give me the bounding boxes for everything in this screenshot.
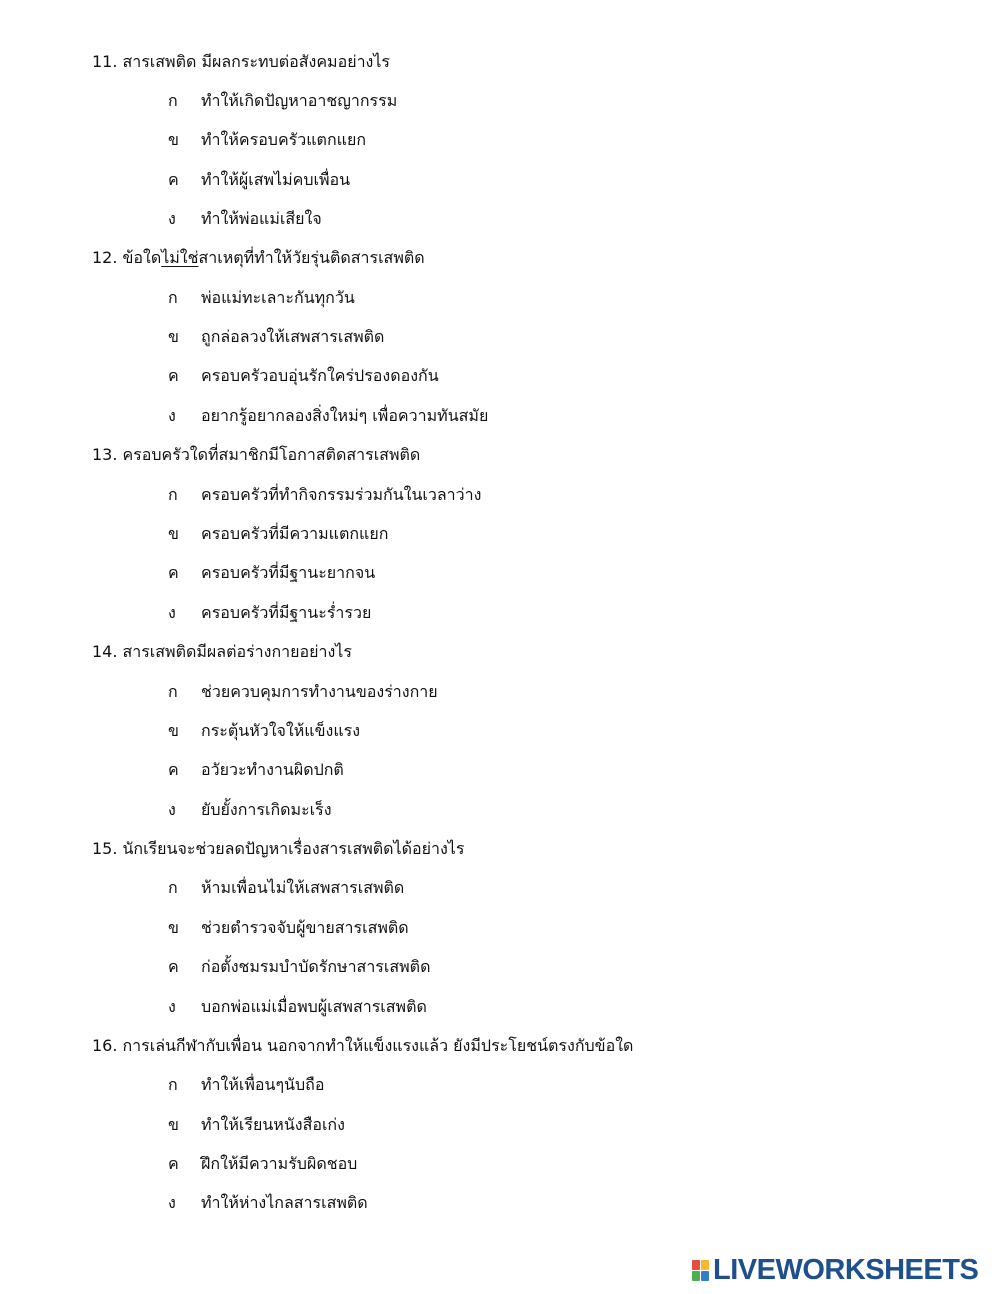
- option-letter: ค: [168, 957, 179, 976]
- option-text: ช่วยควบคุมการทำงานของร่างกาย: [201, 682, 438, 701]
- option-letter: ก: [168, 485, 178, 504]
- option-letter: ง: [168, 406, 176, 425]
- question-12-option-d[interactable]: [168, 404, 488, 428]
- option-letter: ก: [168, 878, 178, 897]
- question-text-pre: ข้อใด: [122, 248, 162, 267]
- option-text: ทำให้เพื่อนๆนับถือ: [201, 1075, 325, 1094]
- question-12-option-a[interactable]: [168, 286, 355, 310]
- option-letter: ก: [168, 288, 178, 307]
- question-number: 11.: [92, 52, 118, 71]
- question-text: ครอบครัวใดที่สมาชิกมีโอกาสติดสารเสพติด: [122, 445, 421, 464]
- option-text: ฝึกให้มีความรับผิดชอบ: [201, 1154, 358, 1173]
- option-letter: ก: [168, 91, 178, 110]
- option-text: บอกพ่อแม่เมื่อพบผู้เสพสารเสพติด: [201, 997, 427, 1016]
- question-11-option-b[interactable]: [168, 128, 366, 152]
- option-text: ครอบครัวอบอุ่นรักใคร่ปรองดองกัน: [201, 366, 439, 385]
- question-text: นักเรียนจะช่วยลดปัญหาเรื่องสารเสพติดได้อย่างไร: [122, 839, 465, 858]
- question-13-option-d[interactable]: [168, 601, 371, 625]
- option-text: ทำให้เกิดปัญหาอาชญากรรม: [201, 91, 398, 110]
- option-letter: ค: [168, 563, 179, 582]
- question-11-option-c[interactable]: [168, 168, 350, 192]
- question-text: สารเสพติดมีผลต่อร่างกายอย่างไร: [122, 642, 352, 661]
- option-text: ครอบครัวที่มีความแตกแยก: [201, 524, 389, 543]
- option-letter: ข: [168, 721, 179, 740]
- option-letter: ค: [168, 760, 179, 779]
- option-text: ครอบครัวที่ทำกิจกรรมร่วมกันในเวลาว่าง: [201, 485, 482, 504]
- question-14-option-a[interactable]: [168, 680, 438, 704]
- option-letter: ง: [168, 603, 176, 622]
- question-13-option-b[interactable]: [168, 522, 388, 546]
- option-letter: ค: [168, 366, 179, 385]
- question-text: การเล่นกีฬากับเพื่อน นอกจากทำให้แข็งแรงแล้ว ยังมีประโยชน์ตรงกับข้อใด: [122, 1036, 634, 1055]
- option-letter: ง: [168, 800, 176, 819]
- question-15-option-a[interactable]: [168, 876, 404, 900]
- logo-block-green: [692, 1271, 700, 1281]
- option-letter: ค: [168, 170, 179, 189]
- option-letter: ง: [168, 997, 176, 1016]
- question-12-option-b[interactable]: [168, 325, 384, 349]
- option-letter: ข: [168, 130, 179, 149]
- option-letter: ก: [168, 1075, 178, 1094]
- option-text: ทำให้เรียนหนังสือเก่ง: [201, 1115, 345, 1134]
- question-text: สารเสพติด มีผลกระทบต่อสังคมอย่างไร: [122, 52, 390, 71]
- question-14-option-c[interactable]: [168, 758, 344, 782]
- question-number: 16.: [92, 1036, 118, 1055]
- option-letter: ข: [168, 1115, 179, 1134]
- question-number: 14.: [92, 642, 118, 661]
- option-letter: ก: [168, 682, 178, 701]
- option-text: กระตุ้นหัวใจให้แข็งแรง: [201, 721, 361, 740]
- question-number: 13.: [92, 445, 118, 464]
- question-16-option-a[interactable]: [168, 1073, 324, 1097]
- option-letter: ข: [168, 918, 179, 937]
- option-text: อยากรู้อยากลองสิ่งใหม่ๆ เพื่อความทันสมัย: [201, 406, 489, 425]
- question-number: 15.: [92, 839, 118, 858]
- option-text: ห้ามเพื่อนไม่ให้เสพสารเสพติด: [201, 878, 405, 897]
- question-16: [92, 1034, 633, 1058]
- question-14-option-b[interactable]: [168, 719, 360, 743]
- question-13: [92, 443, 420, 467]
- question-15-option-c[interactable]: [168, 955, 430, 979]
- option-letter: ข: [168, 327, 179, 346]
- question-15-option-b[interactable]: [168, 916, 409, 940]
- question-11-option-a[interactable]: [168, 89, 397, 113]
- question-15: [92, 837, 464, 861]
- question-15-option-d[interactable]: [168, 995, 427, 1019]
- option-text: ทำให้พ่อแม่เสียใจ: [201, 209, 322, 228]
- option-text: ครอบครัวที่มีฐานะยากจน: [201, 563, 376, 582]
- question-11-option-d[interactable]: [168, 207, 322, 231]
- question-16-option-b[interactable]: [168, 1113, 345, 1137]
- question-11: [92, 50, 390, 74]
- option-text: ทำให้ครอบครัวแตกแยก: [201, 130, 366, 149]
- question-12-option-c[interactable]: [168, 364, 439, 388]
- liveworksheets-logo-icon: [692, 1260, 709, 1281]
- option-text: ก่อตั้งชมรมบำบัดรักษาสารเสพติด: [201, 957, 431, 976]
- option-text: ครอบครัวที่มีฐานะร่ำรวย: [201, 603, 372, 622]
- logo-block-blue: [701, 1271, 709, 1281]
- question-13-option-c[interactable]: [168, 561, 375, 585]
- liveworksheets-logo[interactable]: [692, 1255, 978, 1285]
- question-text-underlined: ไม่ใช่: [161, 248, 199, 267]
- option-text: ยับยั้งการเกิดมะเร็ง: [201, 800, 332, 819]
- question-14-option-d[interactable]: [168, 798, 332, 822]
- option-text: ทำให้ผู้เสพไม่คบเพื่อน: [201, 170, 351, 189]
- question-13-option-a[interactable]: [168, 483, 481, 507]
- logo-text: LIVEWORKSHEETS: [713, 1254, 979, 1286]
- option-letter: ค: [168, 1154, 179, 1173]
- option-text: อวัยวะทำงานผิดปกติ: [201, 760, 344, 779]
- question-number: 12.: [92, 248, 118, 267]
- question-text-post: สาเหตุที่ทำให้วัยรุ่นติดสารเสพติด: [198, 248, 425, 267]
- option-text: ช่วยตำรวจจับผู้ขายสารเสพติด: [201, 918, 409, 937]
- option-letter: ง: [168, 1193, 176, 1212]
- logo-block-red: [692, 1260, 700, 1270]
- option-text: ทำให้ห่างไกลสารเสพติด: [201, 1193, 368, 1212]
- question-14: [92, 640, 352, 664]
- option-letter: ข: [168, 524, 179, 543]
- option-text: พ่อแม่ทะเลาะกันทุกวัน: [201, 288, 355, 307]
- question-16-option-d[interactable]: [168, 1191, 368, 1215]
- logo-block-yellow: [701, 1260, 709, 1270]
- question-12: [92, 246, 425, 270]
- option-text: ถูกล่อลวงให้เสพสารเสพติด: [201, 327, 385, 346]
- option-letter: ง: [168, 209, 176, 228]
- question-16-option-c[interactable]: [168, 1152, 357, 1176]
